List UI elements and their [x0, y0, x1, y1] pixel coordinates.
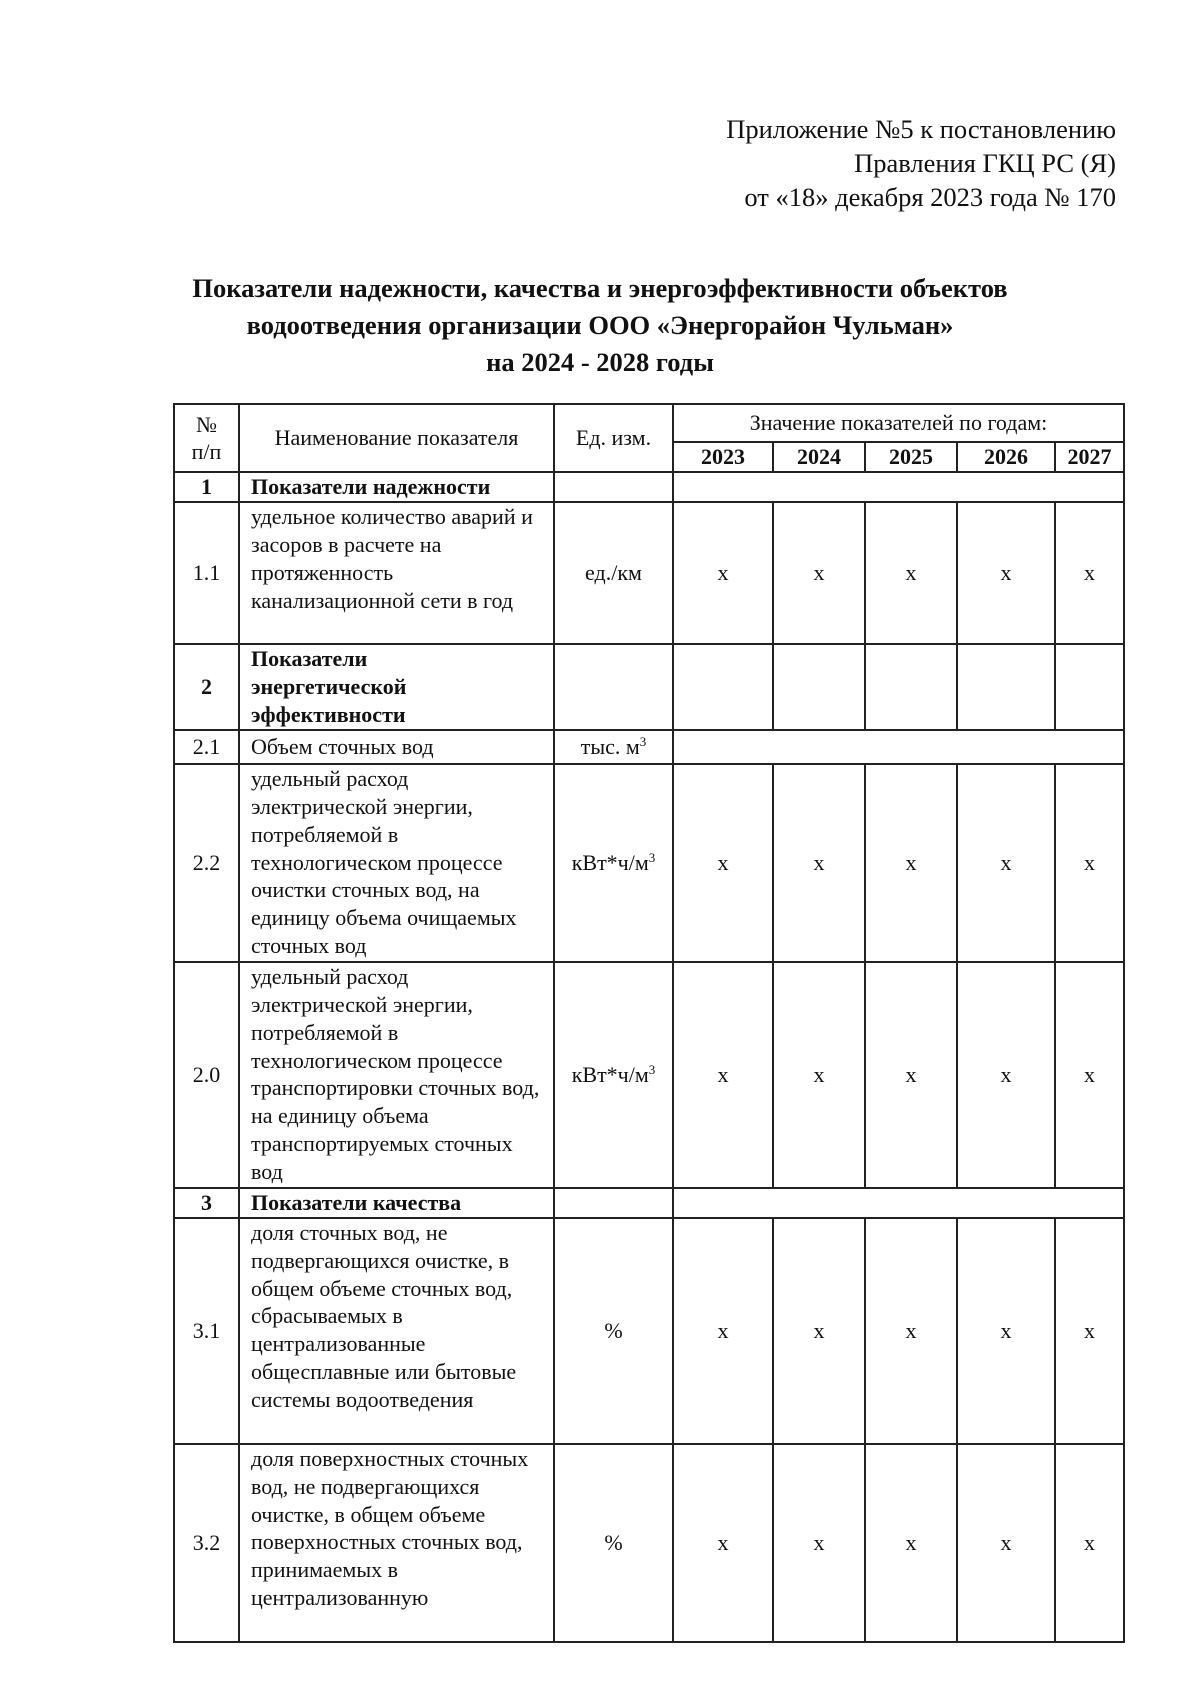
row-value: х [773, 764, 865, 962]
row-value [1055, 644, 1124, 730]
row-value: х [1055, 764, 1124, 962]
row-value: х [865, 502, 957, 644]
row-value: х [865, 962, 957, 1188]
document-title [0, 270, 1200, 381]
row-values-empty [673, 1188, 1124, 1218]
title-line-1: Показатели надежности, качества и энергоэффективности объектов [192, 273, 1008, 303]
row-value: х [773, 1444, 865, 1642]
row-num: 1 [174, 472, 239, 502]
row-num: 3.2 [174, 1444, 239, 1642]
row-unit: % [554, 1444, 673, 1642]
row-name: Показатели качества [239, 1188, 554, 1218]
header-line-appendix: Приложение №5 к постановлению [726, 114, 1116, 144]
row-unit-sup: 3 [648, 849, 656, 865]
row-value: х [957, 1444, 1055, 1642]
row-values-empty [673, 730, 1124, 764]
row-value: х [673, 502, 773, 644]
row-unit [554, 730, 673, 764]
title-line-3: на 2024 - 2028 годы [486, 347, 714, 377]
row-unit-text: тыс. м [580, 733, 640, 759]
row-num: 3.1 [174, 1218, 239, 1444]
row-value [773, 644, 865, 730]
row-value [673, 644, 773, 730]
row-num: 3 [174, 1188, 239, 1218]
row-value: х [865, 1218, 957, 1444]
row-value: х [673, 764, 773, 962]
row-name: удельное количество аварий и засоров в расчете на протяженность канализационной сети в год [239, 502, 554, 644]
table-row [174, 1218, 1124, 1444]
row-unit: % [554, 1218, 673, 1444]
row-value: х [957, 962, 1055, 1188]
header-cell-name: Наименование показателя [239, 404, 554, 472]
header-year-cell: 2027 [1055, 442, 1124, 472]
document-header [726, 112, 1116, 214]
row-unit: ед./км [554, 502, 673, 644]
row-name: Показатели надежности [239, 472, 554, 502]
header-year-cell: 2025 [865, 442, 957, 472]
row-value: х [865, 764, 957, 962]
table-section-row [174, 472, 1124, 502]
header-line-board: Правления ГКЦ РС (Я) [854, 148, 1116, 178]
row-value: х [957, 502, 1055, 644]
row-unit [554, 1188, 673, 1218]
table-row [174, 502, 1124, 644]
row-unit-text: кВт*ч/м [571, 849, 649, 875]
row-unit [554, 644, 673, 730]
row-num: 2.1 [174, 730, 239, 764]
row-value [865, 644, 957, 730]
header-num-label: № п/п [191, 411, 222, 464]
title-line-2: водоотведения организации ООО «Энергорайон Чульман» [246, 310, 954, 340]
row-value [957, 644, 1055, 730]
row-name-text: Показатели энергетической эффективности [251, 645, 407, 727]
header-year-cell: 2023 [673, 442, 773, 472]
header-year-cell: 2026 [957, 442, 1055, 472]
row-num: 2 [174, 644, 239, 730]
row-unit [554, 962, 673, 1188]
row-num: 2.2 [174, 764, 239, 962]
indicators-table [173, 403, 1125, 1643]
header-cell-values: Значение показателей по годам: [673, 404, 1124, 442]
row-name: доля поверхностных сточных вод, не подвергающихся очистке, в общем объеме поверхностных сточных вод, принимаемых в централизованную [239, 1444, 554, 1642]
row-unit-sup: 3 [648, 1061, 656, 1077]
row-value: х [1055, 502, 1124, 644]
header-cell-num [174, 404, 239, 472]
row-unit-text: кВт*ч/м [571, 1061, 649, 1087]
row-value: х [865, 1444, 957, 1642]
row-value: х [957, 764, 1055, 962]
header-cell-unit: Ед. изм. [554, 404, 673, 472]
row-value: х [1055, 1218, 1124, 1444]
header-line-date: от «18» декабря 2023 года № 170 [744, 182, 1116, 212]
row-value: х [773, 502, 865, 644]
row-value: х [673, 1444, 773, 1642]
table-row [174, 1444, 1124, 1642]
table-row [174, 962, 1124, 1188]
row-value: х [673, 962, 773, 1188]
row-value: х [773, 962, 865, 1188]
table-row [174, 730, 1124, 764]
table-row [174, 764, 1124, 962]
table-section-row [174, 644, 1124, 730]
table-section-row [174, 1188, 1124, 1218]
row-num: 2.0 [174, 962, 239, 1188]
row-unit-sup: 3 [639, 733, 647, 749]
row-name: доля сточных вод, не подвергающихся очистке, в общем объеме сточных вод, сбрасываемых в централизованные общесплавные или бытовые системы водоотведения [239, 1218, 554, 1444]
row-name: удельный расход электрической энергии, потребляемой в технологическом процессе очистки сточных вод, на единицу объема очищаемых сточных вод [239, 764, 554, 962]
row-name: Объем сточных вод [239, 730, 554, 764]
table-header-row-1 [174, 404, 1124, 442]
row-values-empty [673, 472, 1124, 502]
row-unit [554, 764, 673, 962]
row-name [239, 644, 554, 730]
row-name: удельный расход электрической энергии, потребляемой в технологическом процессе транспортировки сточных вод, на единицу объема транспортируемых сточных вод [239, 962, 554, 1188]
header-year-cell: 2024 [773, 442, 865, 472]
row-value: х [673, 1218, 773, 1444]
row-value: х [957, 1218, 1055, 1444]
row-unit [554, 472, 673, 502]
row-value: х [773, 1218, 865, 1444]
row-value: х [1055, 962, 1124, 1188]
row-num: 1.1 [174, 502, 239, 644]
row-value: х [1055, 1444, 1124, 1642]
